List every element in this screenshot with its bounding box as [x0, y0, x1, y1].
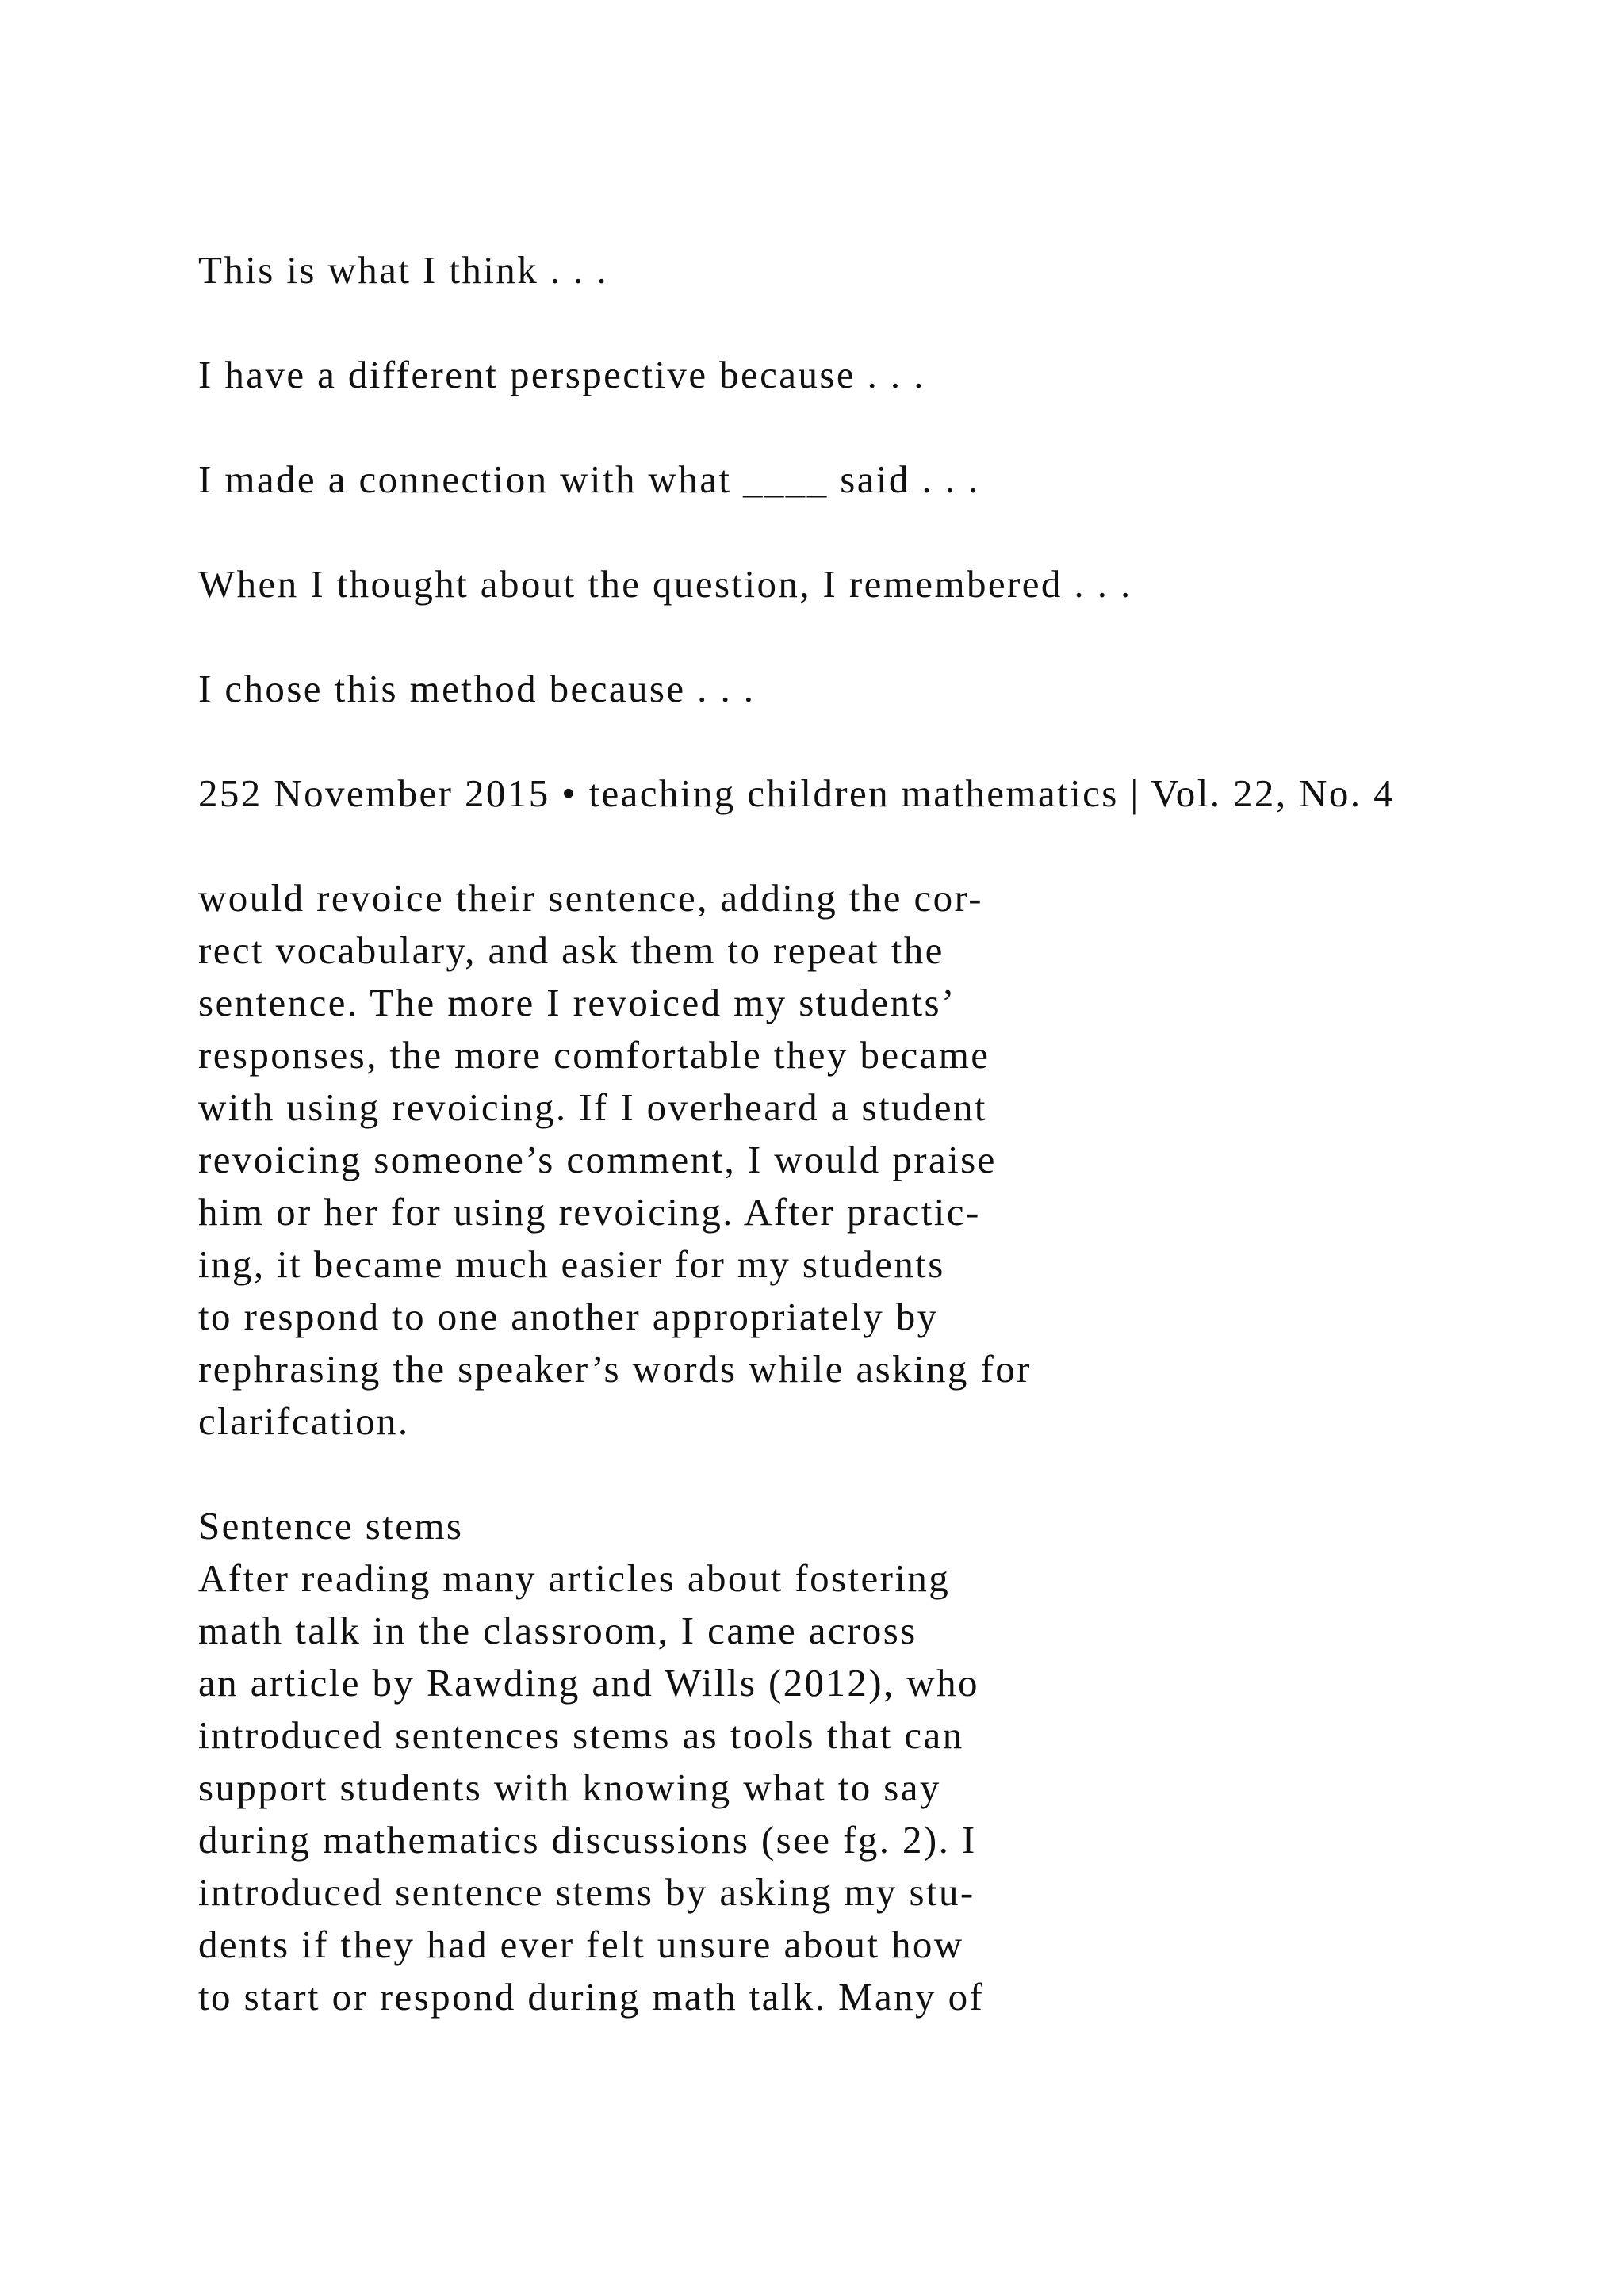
sentence-stem: I have a different perspective because . . .	[198, 353, 925, 396]
text-line: math talk in the classroom, I came across	[198, 1609, 917, 1652]
text-line: him or her for using revoicing. After practic-	[198, 1190, 981, 1234]
page-footer: 252 November 2015 • teaching children mathematics | Vol. 22, No. 4	[198, 771, 1396, 815]
text-line: to respond to one another appropriately by	[198, 1295, 939, 1338]
text-line: After reading many articles about fostering	[198, 1556, 951, 1600]
text-line: clarifcation.	[198, 1399, 410, 1443]
text-line: revoicing someone’s comment, I would praise	[198, 1138, 997, 1181]
text-line: to start or respond during math talk. Many of	[198, 1975, 985, 2019]
sentence-stem: I chose this method because . . .	[198, 667, 756, 710]
text-line: rect vocabulary, and ask them to repeat the	[198, 928, 944, 972]
body-paragraph-revoicing	[198, 872, 1499, 1448]
sentence-stem: This is what I think . . .	[198, 248, 608, 292]
text-line: responses, the more comfortable they became	[198, 1033, 990, 1077]
text-line: rephrasing the speaker’s words while asking for	[198, 1347, 1032, 1391]
text-line: with using revoicing. If I overheard a student	[198, 1085, 987, 1129]
text-line: sentence. The more I revoiced my students’	[198, 981, 956, 1024]
sentence-stem: When I thought about the question, I remembered . . .	[198, 562, 1132, 606]
sentence-stem: I made a connection with what ____ said . . .	[198, 457, 980, 501]
text-line: would revoice their sentence, adding the cor-	[198, 876, 984, 920]
text-line: introduced sentence stems by asking my stu-	[198, 1870, 975, 1914]
text-line: an article by Rawding and Wills (2012), who	[198, 1661, 979, 1705]
text-column	[198, 244, 1499, 2023]
text-line: during mathematics discussions (see fg. 2). I	[198, 1818, 977, 1862]
body-paragraph-sentence-stems	[198, 1552, 1499, 2023]
text-line: support students with knowing what to say	[198, 1766, 941, 1809]
text-line: ing, it became much easier for my students	[198, 1242, 945, 1286]
section-heading: Sentence stems	[198, 1504, 464, 1548]
text-line: dents if they had ever felt unsure about how	[198, 1923, 964, 1966]
text-line: introduced sentences stems as tools that can	[198, 1713, 964, 1757]
